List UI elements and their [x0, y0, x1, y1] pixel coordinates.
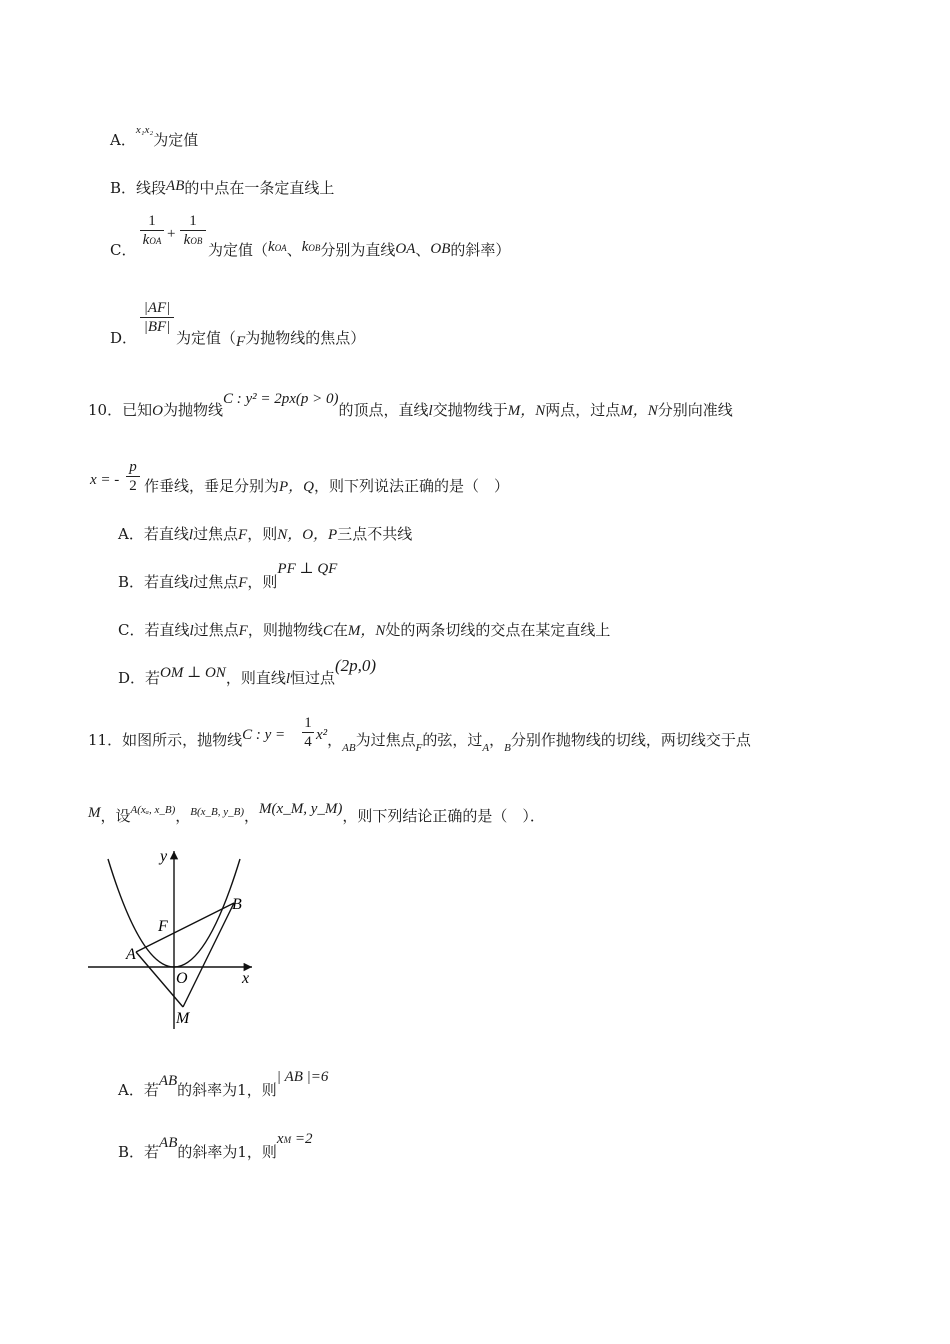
q11-stem-line1b: x²，$_{AB}$为过焦点$_F$的弦，过$_A$，$_B$分别作抛物线的切线，两切线交于点: [316, 727, 751, 754]
q11-stem-line2: M，设$^{A(x_a, x\_B)}$，$^{B(x\_B, y\_B)}$，M(x_M, y_M)，则下列结论正确的是（ ）．: [88, 801, 545, 825]
q9-option-b: B．线段AB的中点在一条定直线上: [110, 178, 335, 197]
q10-directrix-fraction: p 2: [126, 458, 140, 495]
q9-a-math: x₁x₂: [135, 124, 154, 136]
chord-ab: [136, 903, 234, 952]
q9-d-text: 为定值（F为抛物线的焦点）: [176, 329, 366, 350]
label-o: O: [176, 970, 188, 987]
q9-option-d-label: D．: [110, 329, 138, 347]
label-b: B: [232, 896, 242, 913]
q9-c-text: 为定值（kOA、kOB分别为直线OA、OB的斜率）: [208, 239, 511, 259]
q9-d-fraction: |AF| |BF|: [140, 299, 174, 336]
q9-option-a: A．$^{x_1x_2}$为定值: [110, 124, 199, 149]
q9-option-c-label: C．: [110, 241, 137, 259]
q10-option-b: B．若直线l过焦点F，则PF ⊥ QF: [118, 561, 338, 591]
q11-stem-line1a: 11．如图所示，抛物线C : y =: [88, 727, 286, 749]
q11-option-a: A．若AB的斜率为1，则| AB |=6: [118, 1069, 329, 1099]
label-x: x: [242, 970, 250, 987]
label-f: F: [158, 918, 168, 935]
q11-equation-fraction: 1 4: [302, 714, 314, 751]
q10-option-d: D．若OM ⊥ ON，则直线l恒过点(2p,0): [118, 656, 377, 687]
q11-option-b: B．若AB的斜率为1，则xM =2: [118, 1131, 313, 1161]
q10-directrix-x: x = -: [90, 472, 120, 488]
q9-c-fraction-2: 1 kOB: [180, 212, 206, 250]
q10-stem-line1: 10．已知O为抛物线C : y² = 2px(p > 0)的顶点，直线l交抛物线于M，N两点，过点M，N分别向准线: [88, 391, 733, 419]
q10-option-a: A．若直线l过焦点F，则N，O，P三点不共线: [118, 525, 413, 543]
q9-c-plus: +: [167, 226, 176, 242]
q10-option-c: C．若直线l过焦点F，则抛物线C在M，N处的两条切线的交点在某定直线上: [118, 621, 611, 639]
q10-stem-line2: 作垂线，垂足分别为P，Q，则下列说法正确的是（ ）: [144, 477, 510, 495]
q9-c-fraction-1: 1 kOA: [140, 212, 164, 250]
tangent-b: [183, 903, 234, 1007]
label-a: A: [126, 946, 136, 963]
label-y: y: [160, 848, 168, 865]
q11-parabola-figure: [86, 845, 276, 1035]
q10-equation: C : y² = 2px(p > 0): [222, 391, 339, 407]
label-m: M: [176, 1010, 190, 1027]
